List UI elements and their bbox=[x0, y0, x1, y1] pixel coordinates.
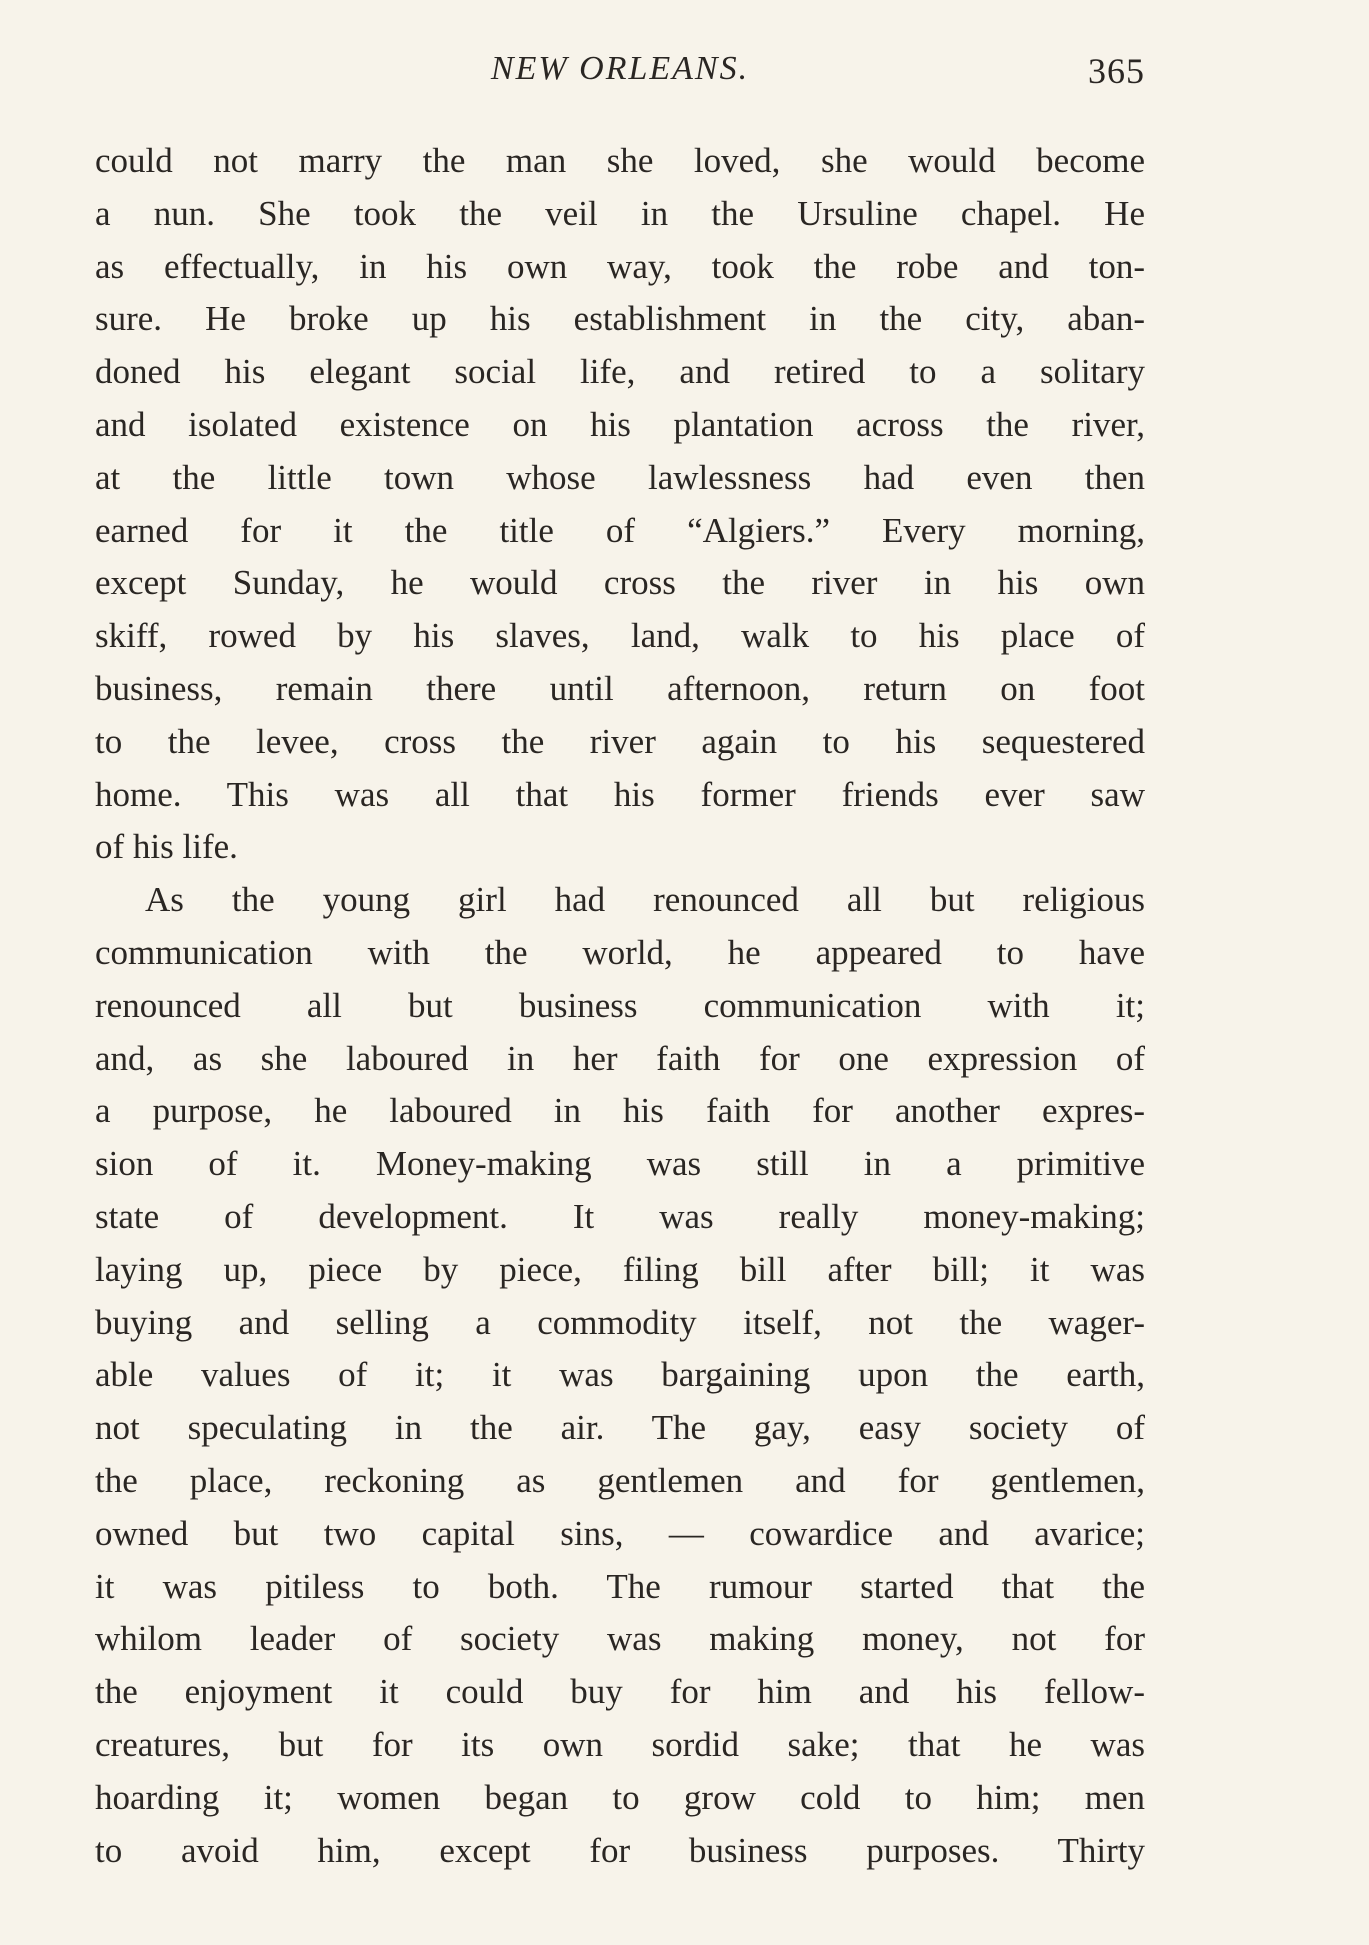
text-line: at the little town whose lawlessness had even then bbox=[95, 457, 1145, 497]
body-text bbox=[95, 135, 1145, 1877]
text-line: doned his elegant social life, and retired to a solitary bbox=[95, 352, 1145, 392]
text-line: home. This was all that his former friends ever saw bbox=[95, 774, 1145, 814]
text-line: creatures, but for its own sordid sake; that he was bbox=[95, 1724, 1145, 1764]
text-line: a purpose, he laboured in his faith for another expres- bbox=[95, 1091, 1145, 1131]
text-line: except Sunday, he would cross the river in his own bbox=[95, 563, 1145, 603]
text-line: buying and selling a commodity itself, not the wager- bbox=[95, 1302, 1145, 1342]
text-line: sion of it. Money-making was still in a primitive bbox=[95, 1144, 1145, 1184]
text-line: sure. He broke up his establishment in the city, aban- bbox=[95, 299, 1145, 339]
text-line: the enjoyment it could buy for him and his fellow- bbox=[95, 1672, 1145, 1712]
text-line: and isolated existence on his plantation across the river, bbox=[95, 404, 1145, 444]
text-line: earned for it the title of “Algiers.” Every morning, bbox=[95, 510, 1145, 550]
text-line: to the levee, cross the river again to his sequestered bbox=[95, 721, 1145, 761]
text-line: owned but two capital sins, — cowardice and avarice; bbox=[95, 1513, 1145, 1553]
text-line: laying up, piece by piece, filing bill after bill; it was bbox=[95, 1249, 1145, 1289]
text-line: it was pitiless to both. The rumour started that the bbox=[95, 1566, 1145, 1606]
paragraph-2 bbox=[95, 874, 1145, 1877]
text-line: As the young girl had renounced all but religious bbox=[145, 880, 1145, 920]
page-number: 365 bbox=[1088, 51, 1145, 91]
text-line: and, as she laboured in her faith for one expression of bbox=[95, 1038, 1145, 1078]
text-line: able values of it; it was bargaining upon the earth, bbox=[95, 1355, 1145, 1395]
text-line: as effectually, in his own way, took the robe and ton- bbox=[95, 246, 1145, 286]
text-line: of his life. bbox=[95, 827, 238, 867]
running-head bbox=[95, 50, 1145, 102]
text-line: renounced all but business communication with it; bbox=[95, 985, 1145, 1025]
text-line: hoarding it; women began to grow cold to him; men bbox=[95, 1777, 1145, 1817]
text-line: state of development. It was really money-making; bbox=[95, 1196, 1145, 1236]
text-line: business, remain there until afternoon, return on foot bbox=[95, 668, 1145, 708]
text-line: communication with the world, he appeared to have bbox=[95, 932, 1145, 972]
text-line: to avoid him, except for business purposes. Thirty bbox=[95, 1830, 1145, 1870]
text-line: whilom leader of society was making money, not for bbox=[95, 1619, 1145, 1659]
text-line: skiff, rowed by his slaves, land, walk to his place of bbox=[95, 616, 1145, 656]
text-line: the place, reckoning as gentlemen and for gentlemen, bbox=[95, 1460, 1145, 1500]
text-line: not speculating in the air. The gay, easy society of bbox=[95, 1408, 1145, 1448]
running-title: NEW ORLEANS. bbox=[490, 50, 750, 87]
paragraph-1 bbox=[95, 135, 1145, 874]
text-line: a nun. She took the veil in the Ursuline chapel. He bbox=[95, 193, 1145, 233]
text-line: could not marry the man she loved, she would become bbox=[95, 141, 1145, 180]
